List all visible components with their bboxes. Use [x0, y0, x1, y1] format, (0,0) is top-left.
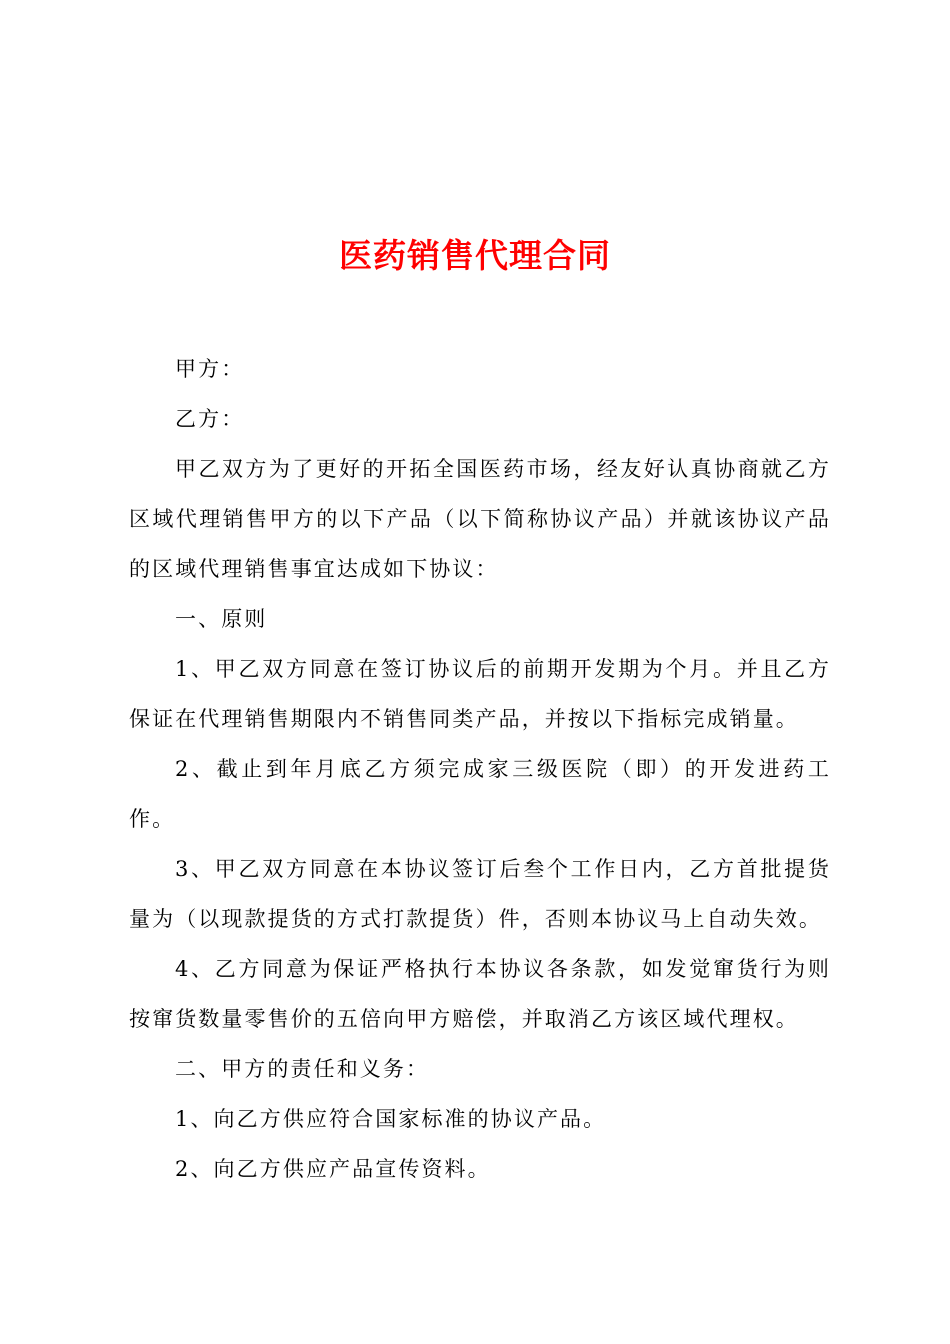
preamble-paragraph: 甲乙双方为了更好的开拓全国医药市场，经友好认真协商就乙方区域代理销售甲方的以下产品（以下简称协议产品）并就该协议产品的区域代理销售事宜达成如下协议：: [129, 457, 831, 581]
party-a-line: 甲方：: [175, 357, 245, 381]
party-b-line: 乙方：: [175, 407, 245, 431]
clause-1-1: 1、甲乙双方同意在签订协议后的前期开发期为个月。并且乙方保证在代理销售期限内不销售同类产品，并按以下指标完成销量。: [129, 657, 831, 731]
clause-2-2: 2、向乙方供应产品宣传资料。: [175, 1157, 491, 1181]
section-heading-party-a-duties: 二、甲方的责任和义务：: [175, 1057, 430, 1081]
clause-1-4: 4、乙方同意为保证严格执行本协议各条款，如发觉窜货行为则按窜货数量零售价的五倍向甲方赔偿，并取消乙方该区域代理权。: [129, 957, 831, 1031]
clause-2-1: 1、向乙方供应符合国家标准的协议产品。: [175, 1107, 607, 1131]
section-heading-principles: 一、原则: [175, 607, 268, 631]
document-title: 医药销售代理合同: [339, 236, 611, 276]
clause-1-3: 3、甲乙双方同意在本协议签订后叁个工作日内，乙方首批提货量为（以现款提货的方式打款提货）件，否则本协议马上自动失效。: [129, 857, 831, 931]
clause-1-2: 2、截止到年月底乙方须完成家三级医院（即）的开发进药工作。: [129, 757, 831, 831]
document-body: [129, 344, 831, 1194]
